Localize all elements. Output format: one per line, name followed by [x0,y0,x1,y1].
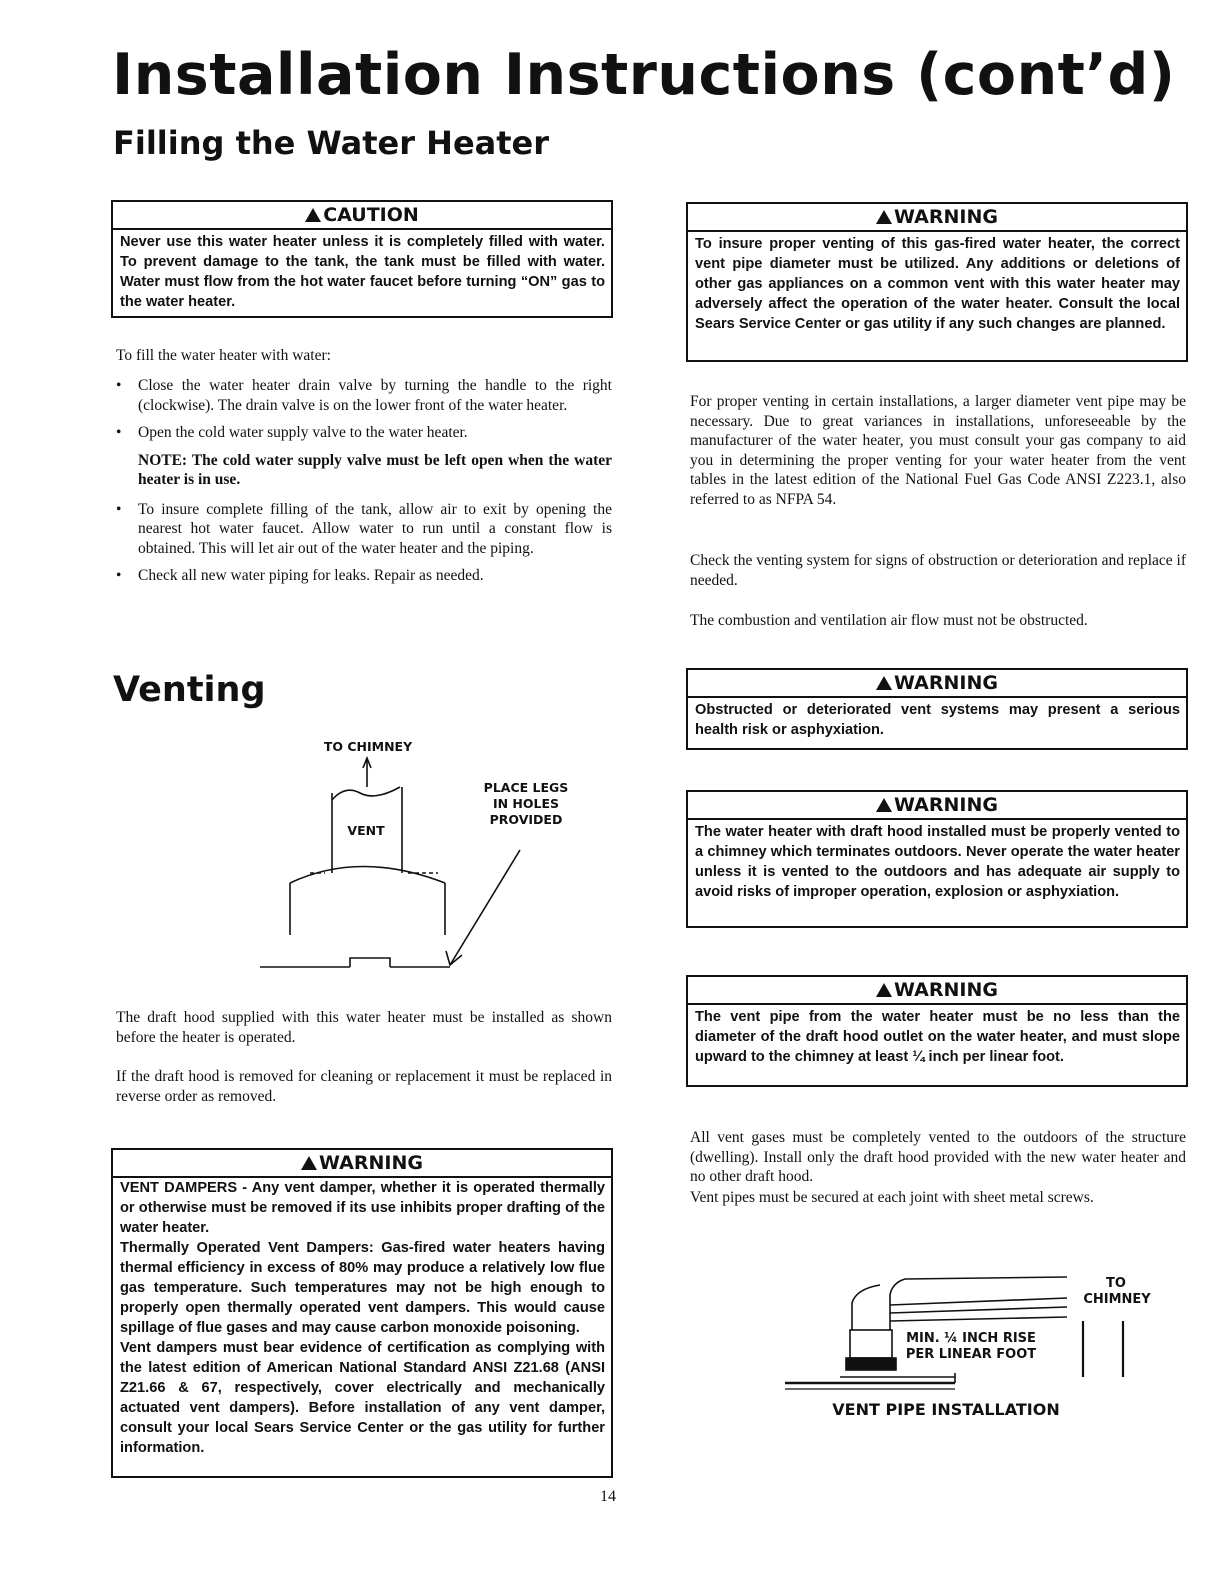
warning-text: The water heater with draft hood installed must be properly vented to a chimney which terminates outdoors. Never operate the water heater unless it is vented to the outdoors and has adequate air supply to avoid risks of improper operation, explosion or asphyxiation. [695,824,1180,900]
list-item: • Open the cold water supply valve to the water heater. [116,424,468,441]
draft-hood-para: The draft hood supplied with this water heater must be installed as shown before the heater is operated. [116,1009,612,1046]
to-chimney-label: TO CHIMNEY [323,739,413,754]
warning-label: WARNING [894,206,998,228]
draft-hood-removal-para: If the draft hood is removed for cleaning or replacement it must be replaced in reverse order as removed. [116,1068,612,1105]
dampers-text-2: Thermally Operated Vent Dampers: Gas-fired water heaters having thermal efficiency in excess of 80% may produce a relatively low flue gas temperature. Such temperatures may not be high enough to properly open thermally operated vent dampers. This would cause spillage of flue gases and may cause carbon monoxide poisoning. [120,1240,605,1336]
warning-box-4 [686,975,1188,1087]
warning-box-3 [686,790,1188,928]
vent-dampers-warning-box [111,1148,613,1478]
warning-header [688,792,1186,820]
list-item: • Check all new water piping for leaks. Repair as needed. [116,567,484,584]
warning-label: WARNING [894,794,998,816]
warning-text: Obstructed or deteriorated vent systems may present a serious health risk or asphyxiation. [695,702,1180,738]
draft-hood-diagram [250,755,540,975]
page-title: Installation Instructions (cont’d) [112,42,1176,108]
warning-triangle-icon [876,983,892,997]
place-legs-label: PLACE LEGS IN HOLES PROVIDED [483,780,569,827]
vent-diameter-para: For proper venting in certain installations, a larger diameter vent pipe may be necessary. Due to great variances in installations, unforeseeable by the manufacturer of the water heater, you must consult your gas company to aid you in determining the proper venting for your water heater from the vent tables in the latest edition of the National Fuel Gas Code ANSI Z223.1, also referred to as NFPA 54. [690,393,1186,508]
warning-label: WARNING [894,979,998,1001]
step-text: Close the water heater drain valve by turning the handle to the right (clockwise). The drain valve is on the lower front of the water heater. [138,377,612,414]
warning-triangle-icon [301,1156,317,1170]
warning-text: The vent pipe from the water heater must be no less than the diameter of the draft hood outlet on the water heater, and must slope upward to the chimney at least ¼ inch per linear foot. [695,1009,1180,1065]
step-text: Open the cold water supply valve to the water heater. [138,424,468,441]
warning-triangle-icon [876,676,892,690]
warning-label: WARNING [894,672,998,694]
note-text: NOTE: The cold water supply valve must be left open when the water heater is in use. [138,451,612,488]
list-item: • To insure complete filling of the tank, allow air to exit by opening the nearest hot water faucet. Allow water to run until a constant flow is obtained. This will let air out of the water heater and the piping. [116,500,612,557]
warning-header [688,670,1186,698]
dampers-text-1: VENT DAMPERS - Any vent damper, whether it is operated thermally or otherwise must be removed if its use inhibits proper drafting of the water heater. [120,1180,605,1236]
venting-heading: Venting [113,670,266,710]
step-text: To insure complete filling of the tank, allow air to exit by opening the nearest hot water faucet. Allow water to run until a constant flow is obtained. This will let air out of the water heater and the piping. [138,500,612,557]
filling-heading: Filling the Water Heater [113,124,550,162]
filling-steps [116,376,612,594]
warning-header [113,1150,611,1178]
warning-header [688,204,1186,232]
step-text: Check all new water piping for leaks. Repair as needed. [138,567,484,584]
warning-box-2 [686,668,1188,750]
sheet-metal-para: Vent pipes must be secured at each joint with sheet metal screws. [690,1189,1094,1206]
vent-pipe-to-label: TO [1106,1276,1126,1291]
warning-triangle-icon [305,208,321,222]
warning-label: WARNING [319,1152,423,1174]
caution-header [113,202,611,230]
filling-intro: To fill the water heater with water: [116,347,331,364]
warning-triangle-icon [876,798,892,812]
warning-text: To insure proper venting of this gas-fired water heater, the correct vent pipe diameter must be utilized. Any additions or deletions of other gas appliances on a common vent with this water heater may adversely affect the operation of the water heater. Consult the local Sears Service Center or gas utility if any such changes are planned. [695,236,1180,332]
vent-pipe-chimney-label: CHIMNEY [1083,1292,1151,1307]
vent-label: VENT [347,823,385,838]
caution-text: Never use this water heater unless it is completely filled with water. To prevent damage to the tank, the tank must be filled with water. Water must flow from the hot water faucet before turning “ON” gas to the water heater. [120,234,605,310]
vent-pipe-caption: VENT PIPE INSTALLATION [832,1400,1060,1419]
dampers-text-3: Vent dampers must bear evidence of certification as complying with the latest edition of American National Standard ANSI Z21.68 (ANSI Z21.66 & 67, respectively, cover electrically and mechanically actuated vent dampers). Before installation of any vent damper, consult your local Sears Service Center or the gas utility for further information. [120,1340,605,1456]
page-number: 14 [600,1488,616,1505]
warning-triangle-icon [876,210,892,224]
warning-box-1 [686,202,1188,362]
list-item: • Close the water heater drain valve by turning the handle to the right (clockwise). The drain valve is on the lower front of the water heater. [116,377,612,414]
rise-label: MIN. ¼ INCH RISE PER LINEAR FOOT [905,1331,1037,1362]
caution-label: CAUTION [323,204,419,226]
warning-header [688,977,1186,1005]
air-flow-para: The combustion and ventilation air flow must not be obstructed. [690,612,1088,629]
check-venting-para: Check the venting system for signs of obstruction or deterioration and replace if needed. [690,552,1186,589]
caution-box [111,200,613,318]
vent-gases-para: All vent gases must be completely vented to the outdoors of the structure (dwelling). Install only the draft hood provided with the new water heater and no other draft hood. [690,1129,1186,1185]
